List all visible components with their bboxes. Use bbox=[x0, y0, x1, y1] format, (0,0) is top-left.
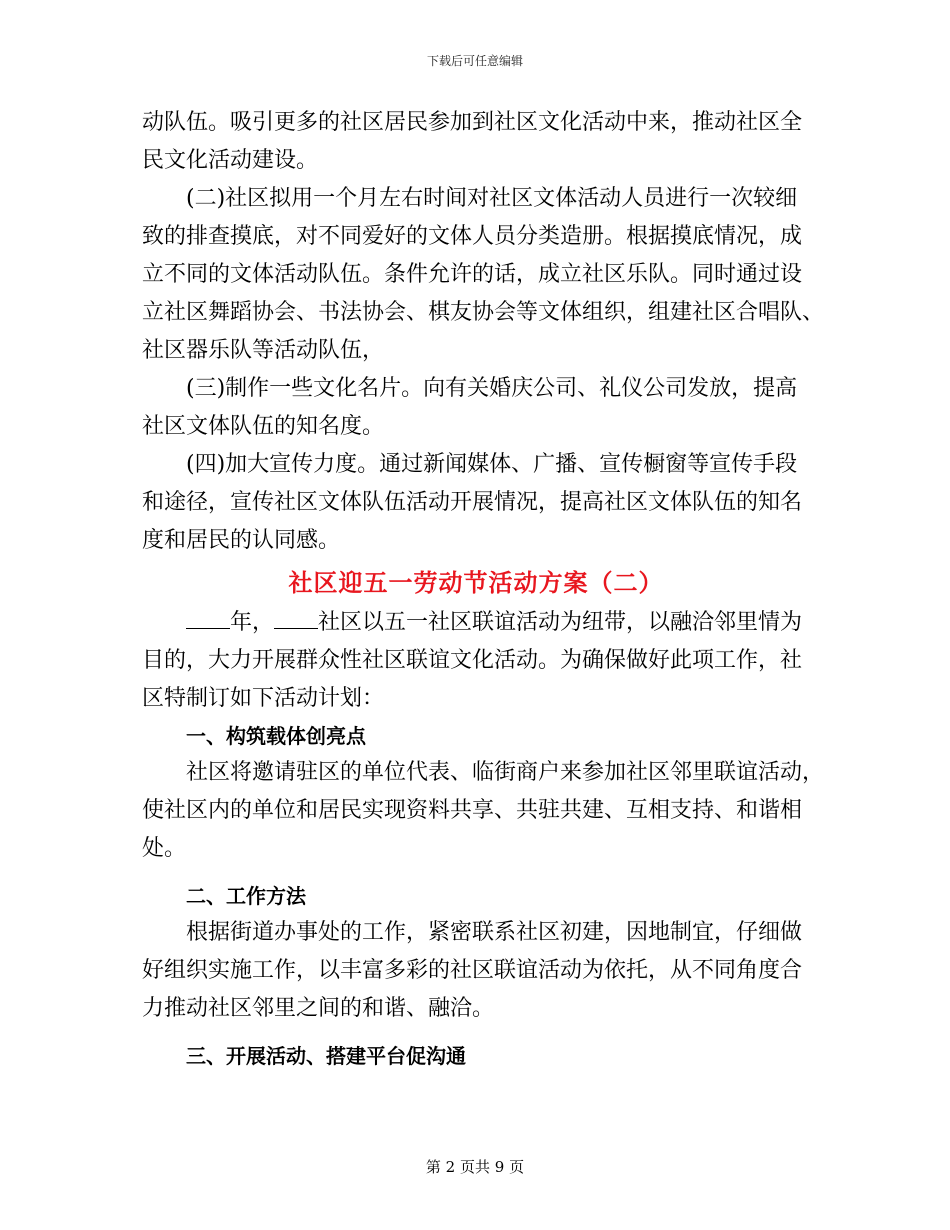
section-heading-3: 三、开展活动、搭建平台促沟通 bbox=[186, 1044, 466, 1068]
body-line: 社区文体队伍的知名度。 bbox=[142, 414, 385, 439]
body-line: 好组织实施工作，以丰富多彩的社区联谊活动为依托，从不同角度合 bbox=[142, 958, 803, 983]
list-item-3: (三)制作一些文化名片。向有关婚庆公司、礼仪公司发放，提高 bbox=[186, 376, 798, 401]
document-title: 社区迎五一劳动节活动方案（二） bbox=[288, 568, 664, 597]
list-item-4: (四)加大宣传力度。通过新闻媒体、广播、宣传橱窗等宣传手段 bbox=[186, 452, 798, 477]
body-line: 目的，大力开展群众性社区联谊文化活动。为确保做好此项工作，社 bbox=[142, 648, 803, 673]
body-line: 动队伍。吸引更多的社区居民参加到社区文化活动中来，推动社区全 bbox=[142, 110, 803, 135]
body-line: 区特制订如下活动计划： bbox=[142, 686, 385, 711]
intro-text: 社区以五一社区联谊活动为纽带，以融洽邻里情为 bbox=[318, 610, 803, 635]
section-heading-2: 二、工作方法 bbox=[186, 884, 306, 908]
blank-underline bbox=[186, 606, 230, 629]
body-line: 民文化活动建设。 bbox=[142, 148, 319, 173]
intro-line bbox=[142, 604, 810, 642]
body-line: 度和居民的认同感。 bbox=[142, 528, 341, 553]
page-header: 下载后可任意编辑 bbox=[426, 54, 523, 68]
blank-underline bbox=[274, 606, 318, 629]
body-line: 根据街道办事处的工作，紧密联系社区初建，因地制宜，仔细做 bbox=[186, 920, 803, 945]
intro-text: 年， bbox=[230, 610, 275, 635]
body-line: 致的排查摸底，对不同爱好的文体人员分类造册。根据摸底情况，成 bbox=[142, 224, 803, 249]
body-line: 社区将邀请驻区的单位代表、临街商户来参加社区邻里联谊活动， bbox=[186, 760, 825, 785]
body-line: 社区器乐队等活动队伍， bbox=[142, 338, 385, 363]
body-line: 立不同的文体活动队伍。条件允许的话，成立社区乐队。同时通过设 bbox=[142, 262, 803, 287]
section-heading-1: 一、构筑载体创亮点 bbox=[186, 724, 366, 748]
body-line: 使社区内的单位和居民实现资料共享、共驻共建、互相支持、和谐相 bbox=[142, 798, 803, 823]
body-line: 处。 bbox=[142, 836, 187, 861]
list-item-2: (二)社区拟用一个月左右时间对社区文体活动人员进行一次较细 bbox=[186, 186, 798, 211]
document-body bbox=[142, 104, 825, 1074]
body-line: 力推动社区邻里之间的和谐、融洽。 bbox=[142, 996, 495, 1021]
body-line: 和途径，宣传社区文体队伍活动开展情况，提高社区文体队伍的知名 bbox=[142, 490, 803, 515]
page-footer: 第 2 页共 9 页 bbox=[425, 1158, 525, 1176]
body-line: 立社区舞蹈协会、书法协会、棋友协会等文体组织，组建社区合唱队、 bbox=[142, 300, 825, 325]
